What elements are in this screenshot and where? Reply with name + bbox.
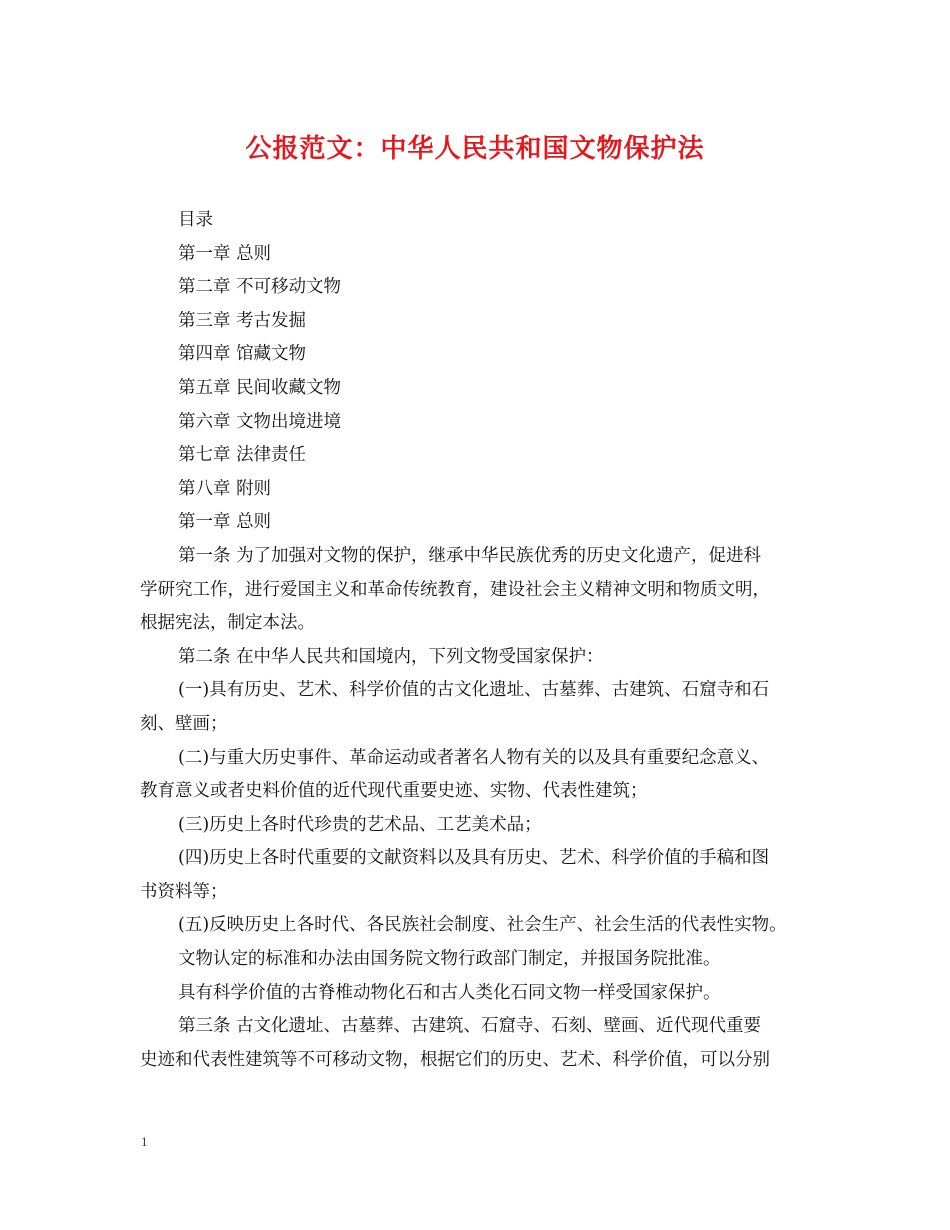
text-line: 第五章 民间收藏文物	[178, 377, 342, 398]
text-line: 学研究工作，进行爱国主义和革命传统教育，建设社会主义精神文明和物质文明，	[140, 579, 770, 600]
text-line: 第三条 古文化遗址、古墓葬、古建筑、石窟寺、石刻、壁画、近代现代重要	[178, 1016, 762, 1037]
document-title: 公报范文：中华人民共和国文物保护法	[245, 134, 705, 164]
text-line: (五)反映历史上各时代、各民族社会制度、社会生产、社会生活的代表性实物。	[178, 915, 787, 936]
text-line: 第八章 附则	[178, 478, 272, 499]
text-line: 具有科学价值的古脊椎动物化石和古人类化石同文物一样受国家保护。	[178, 982, 721, 1003]
text-line: (三)历史上各时代珍贵的艺术品、工艺美术品；	[178, 814, 542, 835]
text-line: 第一条 为了加强对文物的保护，继承中华民族优秀的历史文化遗产，促进科	[178, 545, 762, 566]
text-line: 第二条 在中华人民共和国境内，下列文物受国家保护：	[178, 646, 604, 667]
text-line: 刻、壁画；	[140, 713, 228, 734]
text-line: 第四章 馆藏文物	[178, 344, 307, 365]
text-line: (四)历史上各时代重要的文献资料以及具有历史、艺术、科学价值的手稿和图	[178, 848, 770, 869]
text-line: 文物认定的标准和办法由国务院文物行政部门制定，并报国务院批准。	[178, 949, 721, 970]
document-body	[140, 204, 820, 1077]
text-line: (一)具有历史、艺术、科学价值的古文化遗址、古墓葬、古建筑、石窟寺和石	[178, 680, 770, 701]
text-line: 第一章 总则	[178, 243, 272, 264]
text-line: 第七章 法律责任	[178, 445, 307, 466]
text-line: 第一章 总则	[178, 512, 272, 533]
page-number: 1	[141, 1134, 148, 1149]
text-line: 史迹和代表性建筑等不可移动文物，根据它们的历史、艺术、科学价值，可以分别	[140, 1049, 770, 1070]
text-line: 目录	[178, 210, 213, 230]
text-line: 第二章 不可移动文物	[178, 277, 342, 298]
text-line: 第六章 文物出境进境	[178, 411, 342, 432]
text-line: 第三章 考古发掘	[178, 310, 307, 331]
text-line: 教育意义或者史料价值的近代现代重要史迹、实物、代表性建筑；	[140, 781, 648, 802]
text-line: (二)与重大历史事件、革命运动或者著名人物有关的以及具有重要纪念意义、	[178, 747, 770, 768]
text-line: 书资料等；	[140, 881, 228, 902]
text-line: 根据宪法，制定本法。	[140, 613, 315, 634]
